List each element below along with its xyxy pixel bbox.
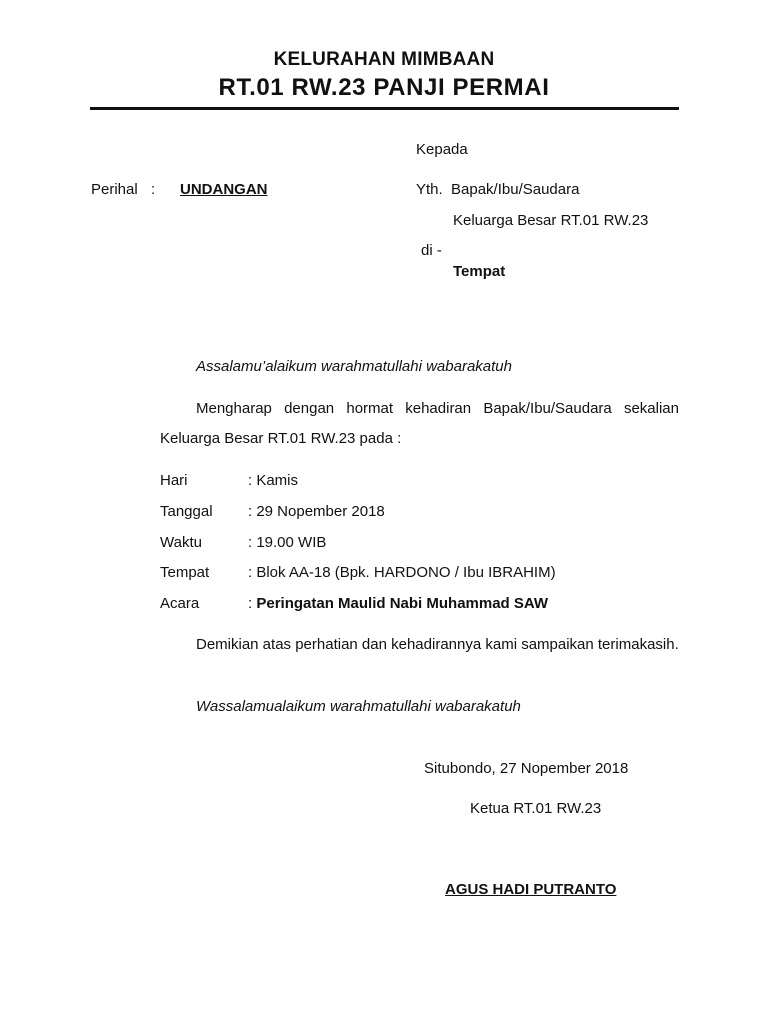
recipient-keluarga: Keluarga Besar RT.01 RW.23 xyxy=(453,212,649,229)
greeting: Assalamu’alaikum warahmatullahi wabarakatuh xyxy=(196,358,512,375)
signature-name: AGUS HADI PUTRANTO xyxy=(445,881,617,898)
signature-place-date: Situbondo, 27 Nopember 2018 xyxy=(424,760,629,777)
header-organization: KELURAHAN MIMBAAN xyxy=(273,49,495,70)
perihal-label: Perihal xyxy=(91,181,138,198)
detail-label-waktu: Waktu xyxy=(160,534,202,551)
detail-value-acara-prefix: : xyxy=(248,595,257,612)
recipient-di: di - xyxy=(421,242,442,259)
detail-value-waktu: : 19.00 WIB xyxy=(248,534,327,551)
body-paragraph-closing: Demikian atas perhatian dan kehadirannya kami sampaikan terimakasih. xyxy=(196,636,679,653)
recipient-kepada: Kepada xyxy=(416,141,468,158)
detail-value-acara-text: Peringatan Maulid Nabi Muhammad SAW xyxy=(256,595,549,612)
detail-value-tanggal: : 29 Nopember 2018 xyxy=(248,503,385,520)
header-unit-title: RT.01 RW.23 PANJI PERMAI xyxy=(218,74,550,101)
detail-label-acara: Acara xyxy=(160,595,200,612)
detail-label-tempat: Tempat xyxy=(160,564,210,581)
closing-salutation: Wassalamualaikum warahmatullahi wabarakatuh xyxy=(196,698,521,715)
recipient-yth: Yth. Bapak/Ibu/Saudara xyxy=(416,181,580,198)
perihal-value: UNDANGAN xyxy=(180,181,268,198)
detail-label-hari: Hari xyxy=(160,472,188,489)
detail-value-acara xyxy=(248,595,548,612)
detail-label-tanggal: Tanggal xyxy=(160,503,213,520)
detail-value-tempat: : Blok AA-18 (Bpk. HARDONO / Ibu IBRAHIM) xyxy=(248,564,556,581)
detail-value-hari: : Kamis xyxy=(248,472,299,489)
recipient-tempat: Tempat xyxy=(453,263,506,280)
body-paragraph-invitation: Mengharap dengan hormat kehadiran Bapak/Ibu/Saudara sekalian Keluarga Besar RT.01 RW.23 pada : xyxy=(160,400,679,447)
perihal-colon: : xyxy=(151,181,156,198)
header-divider xyxy=(90,107,679,110)
signature-title: Ketua RT.01 RW.23 xyxy=(470,800,602,817)
